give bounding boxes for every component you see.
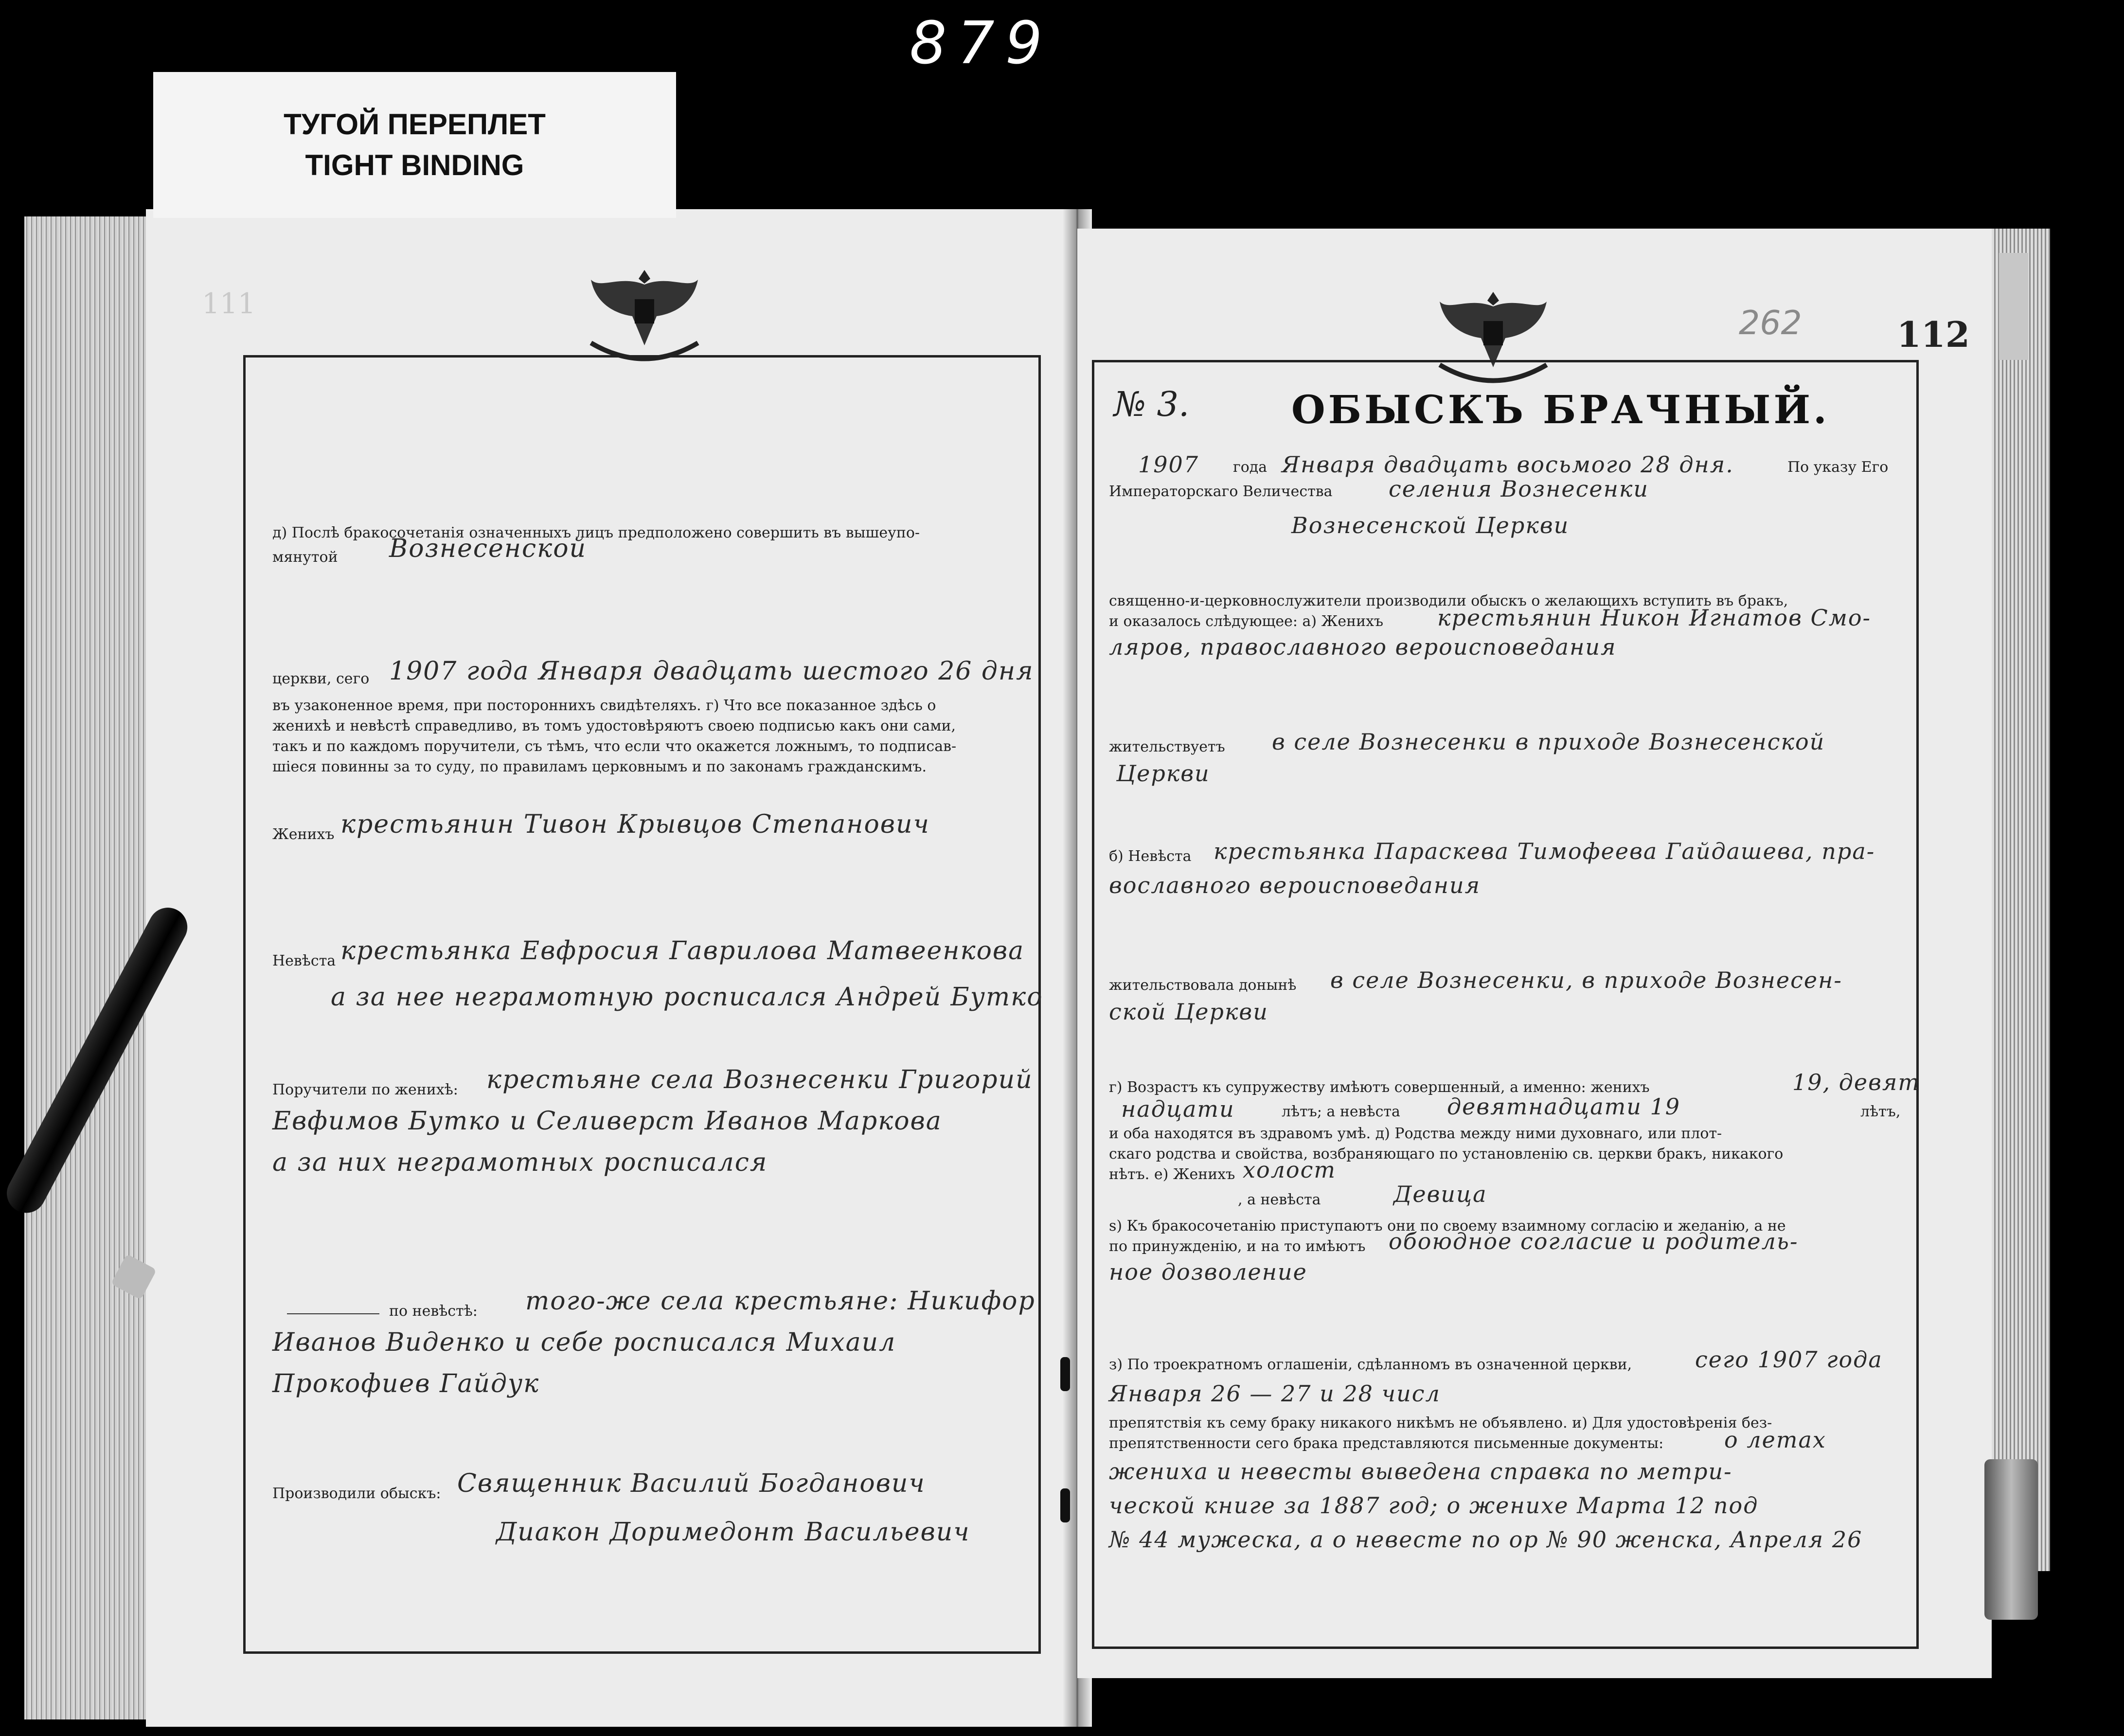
impediments-printed: препятствія къ сему браку никакого никѣмъ не объявлено. и) Для удостовѣренія без- (1109, 1414, 1772, 1432)
attestation-line-2: женихѣ и невѣстѣ справедливо, въ томъ удостовѣряютъ своею подписью какъ они сами, (272, 717, 956, 734)
kinship-line-2: скаго родства и свойства, возбраняющаго по установленію св. церкви бракъ, никакого (1109, 1145, 1784, 1163)
groom-label-printed: и оказалось слѣдующее: а) Женихъ (1109, 613, 1384, 630)
marriage-date-handwritten: 1907 года Января двадцать шестого 26 дня (389, 657, 1034, 686)
bride-residence-label: жительствовала донынѣ (1109, 977, 1297, 994)
bride-guarantors-line-1: того-же села крестьяне: Никифор (525, 1287, 1035, 1316)
marital-status-label: нѣтъ. е) Женихъ (1109, 1166, 1235, 1183)
groom-age-cont: надцати (1121, 1096, 1235, 1122)
groom-age: 19, девят (1792, 1069, 1921, 1095)
right-page (1077, 229, 1992, 1678)
section-d-printed-2: мянутой (272, 549, 338, 566)
document-title: ОБЫСКЪ БРАЧНЫЙ. (1291, 387, 1830, 432)
page-number: 112 (1896, 314, 1970, 355)
binding-tape (1999, 253, 2028, 360)
year-label: года (1233, 459, 1267, 476)
groom-signature: крестьянин Тивон Крывцов Степанович (340, 810, 930, 839)
section-d-printed: д) Послѣ бракосочетанія означенныхъ лицъ предположено совершить въ вышеупо- (272, 524, 920, 541)
binding-stitch (1060, 1488, 1070, 1522)
age-printed: г) Возрастъ къ супружеству имѣютъ совершенный, а именно: женихъ (1109, 1079, 1650, 1096)
bride-residence-church: ской Церкви (1109, 999, 1268, 1025)
bride-religion: вославного вероисповедания (1109, 872, 1481, 898)
page-clip (1984, 1459, 2038, 1620)
groom-residence: в селе Вознесенки в приходе Вознесенской (1272, 729, 1825, 755)
clergy-printed: священно-и-церковнослужители производили обыскъ о желающихъ вступить въ бракъ, (1109, 592, 1788, 609)
documents-handwritten: о летах (1724, 1427, 1826, 1453)
documents-handwritten-2: жениха и невесты выведена справка по метри- (1109, 1458, 1732, 1485)
attestation-line-3: такъ и по каждомъ поручители, съ тѣмъ, что если что окажется ложнымъ, то подписав- (272, 738, 957, 755)
bride-marital-status: Девица (1393, 1181, 1487, 1207)
majesty-printed: Императорскаго Величества (1109, 483, 1333, 500)
bride-residence: в селе Вознесенки, в приходе Вознесен- (1330, 967, 1842, 993)
binding-label-russian: ТУГОЙ ПЕРЕПЛЕТ (284, 108, 546, 141)
groom-guarantors-line-2: Евфимов Бутко и Селиверст Иванов Маркова (272, 1107, 942, 1136)
consent-handwritten: обоюдное согласие и родитель- (1389, 1228, 1799, 1254)
bride-guarantors-label: по невѣстѣ: (389, 1303, 478, 1320)
decree-printed: По указу Его (1787, 459, 1889, 476)
bride-signature: крестьянка Евфросия Гаврилова Матвеенкова (340, 936, 1025, 966)
bride-guarantors-line-3: Прокофиев Гайдук (272, 1369, 540, 1398)
deacon-signature: Диакон Доримедонт Васильевич (496, 1518, 970, 1547)
archive-pencil-number: 262 (1739, 304, 1802, 342)
left-page (146, 209, 1077, 1727)
bride-name: крестьянка Параскева Тимофеева Гайдашева, пра- (1214, 838, 1875, 864)
record-year: 1907 (1138, 451, 1199, 478)
bride-label: Невѣста (272, 952, 336, 969)
attestation-line-1: въ узаконенное время, при постороннихъ свидѣтеляхъ. г) Что все показанное здѣсь о (272, 697, 936, 714)
bride-marital-label: , а невѣста (1238, 1191, 1321, 1208)
village-name: селения Вознесенки (1389, 476, 1649, 502)
groom-name: крестьянин Никон Игнатов Смо- (1437, 605, 1872, 631)
investigators-label: Производили обыскъ: (272, 1485, 441, 1502)
groom-label: Женихъ (272, 826, 335, 843)
groom-religion: ляров, православного вероисповедания (1109, 634, 1617, 660)
blank-rule (287, 1313, 379, 1314)
documents-printed: препятственности сего брака представляются письменные документы: (1109, 1435, 1664, 1452)
tight-binding-label (153, 72, 676, 218)
priest-signature: Священник Василий Богданович (457, 1469, 926, 1498)
binding-label-english: TIGHT BINDING (305, 149, 524, 181)
bride-age: девятнадцати 19 (1447, 1093, 1681, 1120)
kinship-line-1: и оба находятся въ здравомъ умѣ. д) Родства между ними духовнаго, или плот- (1109, 1125, 1722, 1142)
groom-residence-church: Церкви (1116, 760, 1210, 787)
record-date: Января двадцать восьмого 28 дня. (1282, 451, 1734, 478)
binding-stitch (1060, 1357, 1070, 1391)
consent-handwritten-2: ное дозволение (1109, 1259, 1307, 1285)
church-name-handwritten: Вознесенской (389, 534, 587, 563)
film-frame-number: 879 (910, 10, 1053, 77)
church-name: Вознесенской Церкви (1291, 512, 1570, 538)
church-date-printed: церкви, сего (272, 670, 370, 687)
banns-printed: з) По троекратномъ оглашеніи, сдѣланномъ въ означенной церкви, (1109, 1356, 1632, 1373)
bride-age-label: лѣтъ; а невѣста (1282, 1103, 1400, 1120)
documents-handwritten-4: № 44 мужеска, а о невесте по ор № 90 женска, Апреля 26 (1109, 1526, 1863, 1553)
ghost-page-number: 111 (202, 287, 256, 320)
documents-handwritten-3: ческой книге за 1887 год; о женихе Марта 12 под (1109, 1492, 1759, 1519)
groom-guarantors-line-3: а за них неграмотных росписался (272, 1148, 768, 1177)
groom-guarantors-line-1: крестьяне села Вознесенки Григорий (486, 1065, 1033, 1094)
consent-line-1: ѕ) Къ бракосочетанію приступаютъ они по своему взаимному согласію и желанію, а не (1109, 1217, 1786, 1235)
banns-dates: Января 26 — 27 и 28 числ (1109, 1380, 1441, 1407)
bride-signature-proxy: а за нее неграмотную росписался Андрей Бутко (331, 983, 1043, 1012)
book-page-edges-right (1992, 229, 2050, 1571)
groom-residence-label: жительствуетъ (1109, 738, 1225, 755)
consent-line-2: по принужденію, и на то имѣютъ (1109, 1238, 1366, 1255)
groom-guarantors-label: Поручители по женихѣ: (272, 1081, 458, 1098)
attestation-line-4: шіеся повинны за то суду, по правиламъ церковнымъ и по законамъ гражданскимъ. (272, 758, 927, 775)
bride-guarantors-line-2: Иванов Виденко и себе росписался Михаил (272, 1328, 896, 1357)
bride-label-printed: б) Невѣста (1109, 848, 1192, 865)
years-label: лѣтъ, (1860, 1103, 1901, 1120)
record-number: № 3. (1114, 384, 1190, 424)
groom-marital-status: холост (1243, 1157, 1337, 1183)
banns-year: сего 1907 года (1695, 1346, 1883, 1373)
